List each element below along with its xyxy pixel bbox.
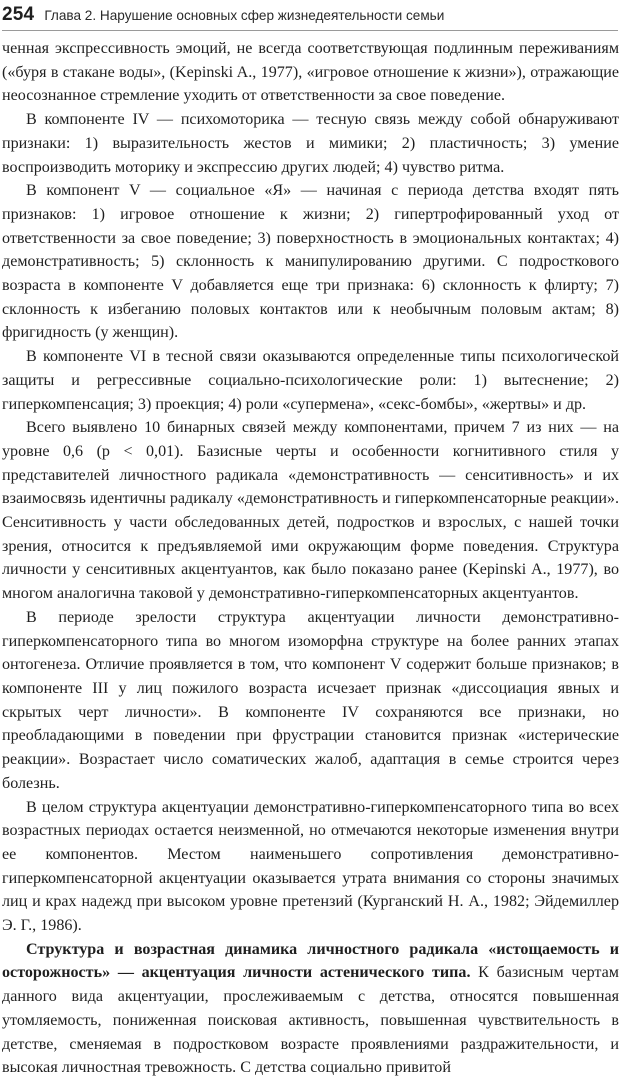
- running-header: [2, 0, 618, 31]
- paragraph-maturity: В периоде зрелости структура акцентуации личности демонстративно-гиперкомпенсаторного типа во многом изоморфна структуре на более ранних этапах онтогенеза. Отличие проявляется в том, что компонент V содержит больше признаков; в компоненте III у лиц пожилого возраста исчезает признак «диссоциация явных и скрытых черт личности». В компоненте IV сохраняются все признаки, но преобладающими в поведении при фрустрации становится признак «истерические реакции». Возрастает число соматических жалоб, адаптация в семье строится через болезнь.: [2, 608, 619, 792]
- section-lead-heading: Структура и возрастная динамика личностного радикала «истощаемость и осторожность» — акцентуация личности астенического типа.: [2, 940, 619, 982]
- section-lead-text: К базисным чертам данного вида акцентуации, прослеживаемым с детства, относятся повышенная утомляемость, пониженная поисковая активность, повышенная чувствительность в детстве, сменяемая в подростковом возрасте проявлениями раздражительности, и высокая личностная тревожность. С детства социально привитой: [2, 964, 619, 1077]
- page-body: [2, 37, 619, 1080]
- page-number: 254: [2, 4, 35, 25]
- paragraph-binary-links: Всего выявлено 10 бинарных связей между компонентами, причем 7 из них — на уровне 0,6 (р < 0,01). Базисные черты и особенности когнитивного стиля у представителей личностного радикала «демонстративность — сенситивность» и их взаимосвязь идентичны радикалу «демонстративность и гиперкомпенсаторные реакции». Сенситивность у части обследованных детей, подростков и взрослых, с нашей точки зрения, относится к предъявляемой ими окружающим форме поведения. Структура личности у сенситивных акцентуантов, как было показано ранее (Kepinski A., 1977), во многом аналогична таковой у демонстративно-гиперкомпенсаторных акцентуантов.: [2, 419, 619, 603]
- paragraph-component-v: В компонент V — социальное «Я» — начиная с периода детства входят пять признаков: 1) игровое отношение к жизни; 2) гипертрофированный уход от ответственности за свое поведение; 3) поверхностность в эмоциональных контактах; 4) демонстративность; 5) склонность к манипулированию другими. С подросткового возраста в компоненте V добавляется еще три признака: 6) склонность к флирту; 7) склонность к избеганию половых контактов или к необычным половым актам; 8) фригидность (у женщин).: [2, 182, 619, 342]
- chapter-title: Глава 2. Нарушение основных сфер жизнедеятельности семьи: [44, 7, 445, 23]
- paragraph-summary: В целом структура акцентуации демонстративно-гиперкомпенсаторного типа во всех возрастных периодах остается неизменной, но отмечаются некоторые изменения внутри ее компонентов. Местом наименьшего сопротивления демонстративно-гиперкомпенсаторной акцентуации оказывается утрата внимания со стороны значимых лиц и крах надежд при высоком уровне претензий (Курганский Н. А., 1982; Эйдемиллер Э. Г., 1986).: [2, 798, 619, 935]
- paragraph-component-vi: В компоненте VI в тесной связи оказываются определенные типы психологической защиты и регрессивные социально-психологические роли: 1) вытеснение; 2) гиперкомпенсация; 3) проекция; 4) роли «супермена», «секс-бомбы», «жертвы» и др.: [2, 348, 619, 413]
- paragraph-continued: ченная экспрессивность эмоций, не всегда соответствующая подлинным переживаниям («буря в стакане воды», (Kepinski A., 1977), «игровое отношение к жизни»), отражающие неосознанное стремление уходить от ответственности за свое поведение.: [2, 40, 619, 105]
- paragraph-asthenic-type: [2, 938, 619, 1080]
- paragraph-component-iv: В компоненте IV — психомоторика — тесную связь между собой обнаруживают признаки: 1) выразительность жестов и мимики; 2) пластичность; 3) умение воспроизводить моторику и экспрессию других людей; 4) чувство ритма.: [2, 111, 619, 176]
